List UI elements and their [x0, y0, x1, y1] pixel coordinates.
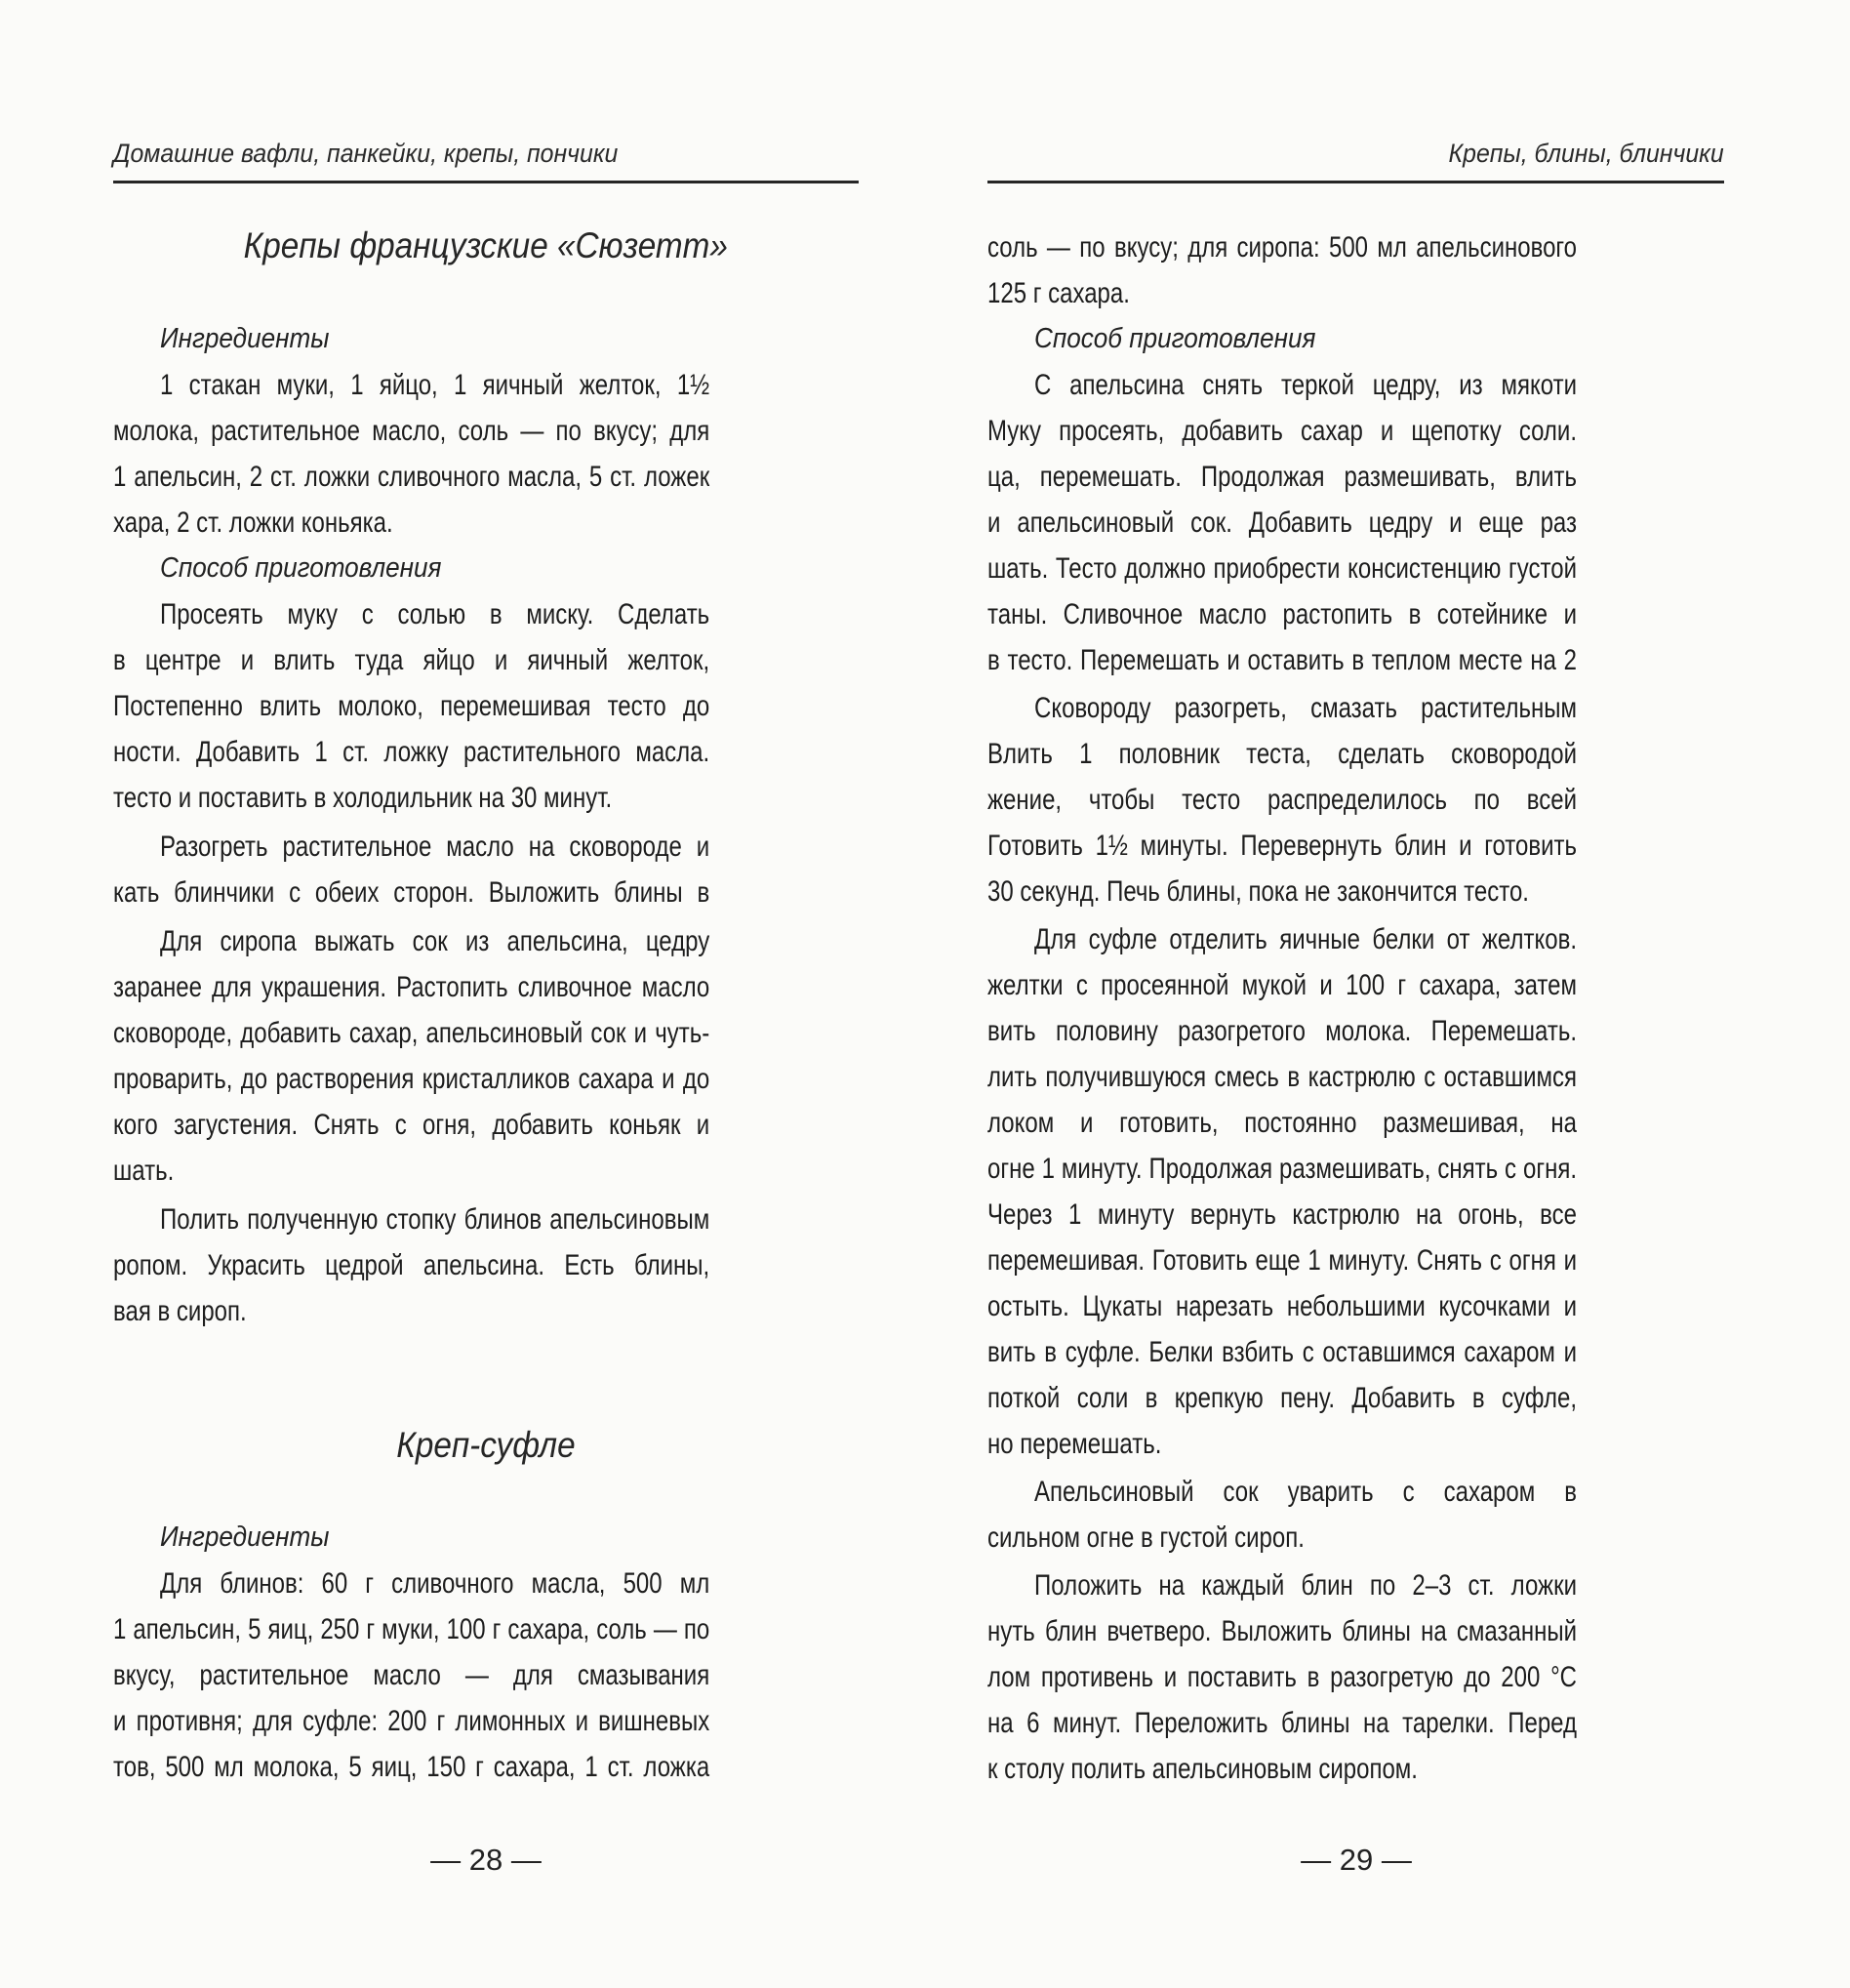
- text-line: к столу полить апельсиновым сиропом.: [987, 1753, 1418, 1785]
- paragraph: [987, 1562, 1724, 1792]
- text-line: 1 апельсин, 5 яиц, 250 г муки, 100 г сахара, соль — по: [113, 1613, 710, 1645]
- text-line: Для сиропа выжать сок из апельсина, цедру: [160, 925, 710, 957]
- section-subhead: [113, 316, 859, 362]
- text-line: вая в сироп.: [113, 1295, 247, 1327]
- text-line: Муку просеять, добавить сахар и щепотку соли.: [987, 415, 1577, 447]
- text-line: Для суфле отделить яичные белки от желтков.: [1034, 923, 1577, 955]
- paragraph: [113, 1197, 859, 1334]
- text-line: вить половину разогретого молока. Перемешать.: [987, 1015, 1577, 1047]
- right-page: [925, 0, 1850, 1988]
- text-line: Постепенно влить молоко, перемешивая тесто до: [113, 690, 710, 722]
- text-line: и апельсиновый сок. Добавить цедру и еще раз: [987, 507, 1577, 539]
- text-line: желтки с просеянной мукой и 100 г сахара, затем: [987, 969, 1577, 1001]
- text-line: вкусу, растительное масло — для смазывания: [113, 1659, 710, 1691]
- paragraph: [987, 1469, 1724, 1561]
- text-line: вить в суфле. Белки взбить с оставшимся сахаром и: [987, 1336, 1577, 1368]
- paragraph: [113, 1561, 859, 1790]
- running-head: Домашние вафли, панкейки, крепы, пончики: [113, 139, 619, 168]
- text-line: остыть. Цукаты нарезать небольшими кусочками и: [987, 1290, 1577, 1322]
- page-number: — 28 —: [430, 1843, 542, 1877]
- text-line: 125 г сахара.: [987, 277, 1130, 309]
- text-line: Готовить 1½ минуты. Перевернуть блин и готовить: [987, 830, 1577, 862]
- text-line: на 6 минут. Переложить блины на тарелки. Перед: [987, 1707, 1577, 1739]
- text-line: тов, 500 мл молока, 5 яиц, 150 г сахара, 1 ст. ложка: [113, 1751, 710, 1783]
- text-line: Положить на каждый блин по 2–3 ст. ложки: [1034, 1569, 1577, 1602]
- header-rule: [113, 181, 859, 183]
- text-line: в центре и влить туда яйцо и яичный желток,: [113, 644, 710, 676]
- text-line: лом противень и поставить в разогретую до 200 °С: [987, 1661, 1577, 1693]
- text-line: ца, перемешать. Продолжая размешивать, влить: [987, 461, 1577, 493]
- paragraph: [987, 362, 1724, 683]
- section-subhead-text: Способ приготовления: [1034, 323, 1316, 354]
- text-line: молока, растительное масло, соль — по вкусу; для: [113, 415, 710, 447]
- text-line: сковороде, добавить сахар, апельсиновый сок и чуть-: [113, 1017, 710, 1049]
- text-line: С апельсина снять теркой цедру, из мякоти: [1034, 369, 1577, 401]
- text-line: локом и готовить, постоянно размешивая, на: [987, 1107, 1577, 1139]
- paragraph: [987, 224, 1724, 316]
- section-subhead-text: Ингредиенты: [160, 1521, 330, 1553]
- text-line: Просеять муку с солью в миску. Сделать: [160, 598, 710, 630]
- section-subhead: [113, 546, 859, 591]
- text-line: проварить, до растворения кристалликов сахара и до: [113, 1063, 710, 1095]
- text-line: заранее для украшения. Растопить сливочное масло: [113, 971, 710, 1003]
- text-line: Через 1 минуту вернуть кастрюлю на огонь, все: [987, 1198, 1577, 1231]
- text-line: Сковороду разогреть, смазать растительным: [1034, 692, 1577, 724]
- left-text-column: [113, 223, 859, 1790]
- recipe-title-text: Креп-суфле: [396, 1425, 576, 1465]
- text-line: шать. Тесто должно приобрести консистенцию густой: [987, 552, 1577, 585]
- recipe-title: [113, 1422, 859, 1469]
- text-line: поткой соли в крепкую пену. Добавить в суфле,: [987, 1382, 1577, 1414]
- text-line: сильном огне в густой сироп.: [987, 1521, 1305, 1554]
- section-subhead: [987, 316, 1724, 362]
- paragraph: [113, 824, 859, 915]
- text-line: 30 секунд. Печь блины, пока не закончится тесто.: [987, 875, 1529, 908]
- text-line: шать.: [113, 1155, 175, 1187]
- paragraph: [113, 591, 859, 821]
- text-line: кать блинчики с обеих сторон. Выложить блины в: [113, 876, 710, 909]
- text-line: жение, чтобы тесто распределилось по всей: [987, 784, 1577, 816]
- text-line: ропом. Украсить цедрой апельсина. Есть блины,: [113, 1249, 710, 1281]
- recipe-title-text: Крепы французские «Сюзетт»: [243, 225, 729, 265]
- header-rule: [987, 181, 1724, 183]
- text-line: и противня; для суфле: 200 г лимонных и вишневых: [113, 1705, 710, 1737]
- text-line: таны. Сливочное масло растопить в сотейнике и: [987, 598, 1577, 630]
- text-line: перемешивая. Готовить еще 1 минуту. Снять с огня и: [987, 1244, 1577, 1277]
- text-line: нуть блин вчетверо. Выложить блины на смазанный: [987, 1615, 1577, 1647]
- text-line: Влить 1 половник теста, сделать сковородой: [987, 738, 1577, 770]
- text-line: ности. Добавить 1 ст. ложку растительного масла.: [113, 736, 710, 768]
- text-line: Разогреть растительное масло на сковороде и: [160, 831, 710, 863]
- text-line: хара, 2 ст. ложки коньяка.: [113, 507, 393, 539]
- section-subhead-text: Способ приготовления: [160, 552, 442, 584]
- text-line: но перемешать.: [987, 1428, 1162, 1460]
- text-line: кого загустения. Снять с огня, добавить коньяк и: [113, 1109, 710, 1141]
- text-line: лить получившуюся смесь в кастрюлю с оставшимся: [987, 1061, 1577, 1093]
- right-text-column: [987, 224, 1724, 1792]
- recipe-title: [113, 223, 859, 269]
- text-line: тесто и поставить в холодильник на 30 минут.: [113, 782, 613, 814]
- paragraph: [987, 916, 1724, 1467]
- running-head: Крепы, блины, блинчики: [1448, 139, 1724, 168]
- text-line: соль — по вкусу; для сиропа: 500 мл апельсинового: [987, 231, 1577, 264]
- text-line: Апельсиновый сок уварить с сахаром в: [1034, 1476, 1577, 1508]
- text-line: в тесто. Перемешать и оставить в теплом месте на 2: [987, 644, 1577, 676]
- paragraph: [987, 685, 1724, 914]
- section-subhead: [113, 1515, 859, 1561]
- text-line: Для блинов: 60 г сливочного масла, 500 мл: [160, 1567, 710, 1600]
- text-line: 1 апельсин, 2 ст. ложки сливочного масла, 5 ст. ложек: [113, 461, 710, 493]
- text-line: Полить полученную стопку блинов апельсиновым: [160, 1203, 710, 1236]
- page-number: — 29 —: [1301, 1843, 1412, 1877]
- text-line: огне 1 минуту. Продолжая размешивать, снять с огня.: [987, 1153, 1577, 1185]
- paragraph: [113, 362, 859, 546]
- section-subhead-text: Ингредиенты: [160, 323, 330, 354]
- text-line: 1 стакан муки, 1 яйцо, 1 яичный желток, 1½: [160, 369, 710, 401]
- paragraph: [113, 918, 859, 1194]
